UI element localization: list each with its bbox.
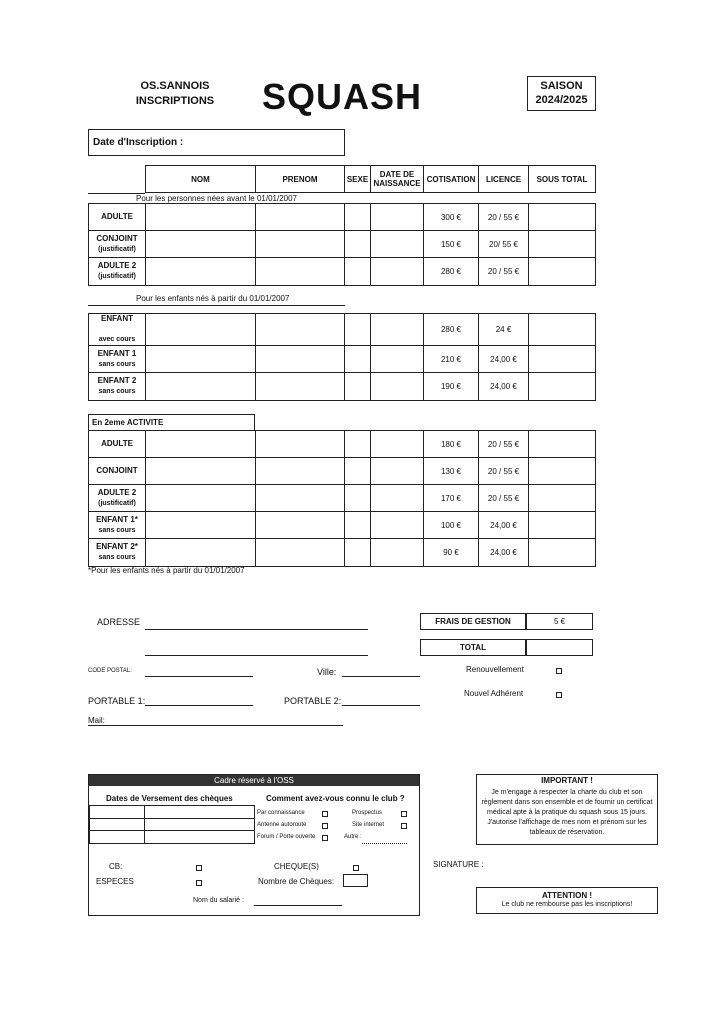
ville-field[interactable]: [342, 676, 420, 677]
frais-gestion-box: FRAIS DE GESTION: [420, 613, 526, 630]
col-nom: NOM: [146, 166, 256, 193]
date-naissance-cell[interactable]: [371, 314, 424, 346]
attention-text: Le club ne rembourse pas les inscriptions!: [501, 901, 633, 908]
cotisation-value: 100 €: [424, 512, 479, 539]
nom-cell[interactable]: [146, 458, 256, 485]
nom-cell[interactable]: [146, 485, 256, 512]
season-label: SAISON: [540, 80, 583, 92]
row-enfant1-label: ENFANT 1 sans cours: [89, 346, 146, 373]
source-prospectus-checkbox[interactable]: [401, 811, 407, 817]
signature-label: SIGNATURE :: [433, 860, 484, 869]
sous-total-cell[interactable]: [529, 314, 596, 346]
ville-label: Ville:: [317, 667, 337, 677]
licence-value: 20 / 55 €: [479, 458, 529, 485]
cheques-checkbox[interactable]: [353, 865, 359, 871]
nombre-cheques-field[interactable]: [343, 874, 368, 887]
nom-cell[interactable]: [146, 346, 256, 373]
adults-note: Pour les personnes nées avant le 01/01/2007: [136, 194, 298, 203]
divider: [254, 805, 255, 844]
prenom-cell[interactable]: [256, 258, 345, 286]
second-activity-header: En 2eme ACTIVITE: [88, 414, 255, 431]
adresse-line-1[interactable]: [145, 629, 368, 630]
nombre-cheques-label: Nombre de Chèques:: [258, 877, 335, 886]
sexe-cell[interactable]: [345, 431, 371, 458]
frais-gestion-value: 5 €: [526, 613, 593, 630]
sexe-cell[interactable]: [345, 346, 371, 373]
portable2-field[interactable]: [342, 705, 420, 706]
row-adulte2-label: ADULTE 2 (justificatif): [89, 258, 146, 286]
sous-total-cell[interactable]: [529, 458, 596, 485]
club-name: OS.SANNOIS: [140, 80, 210, 92]
source-antenne: Antenne autoroute: [257, 822, 307, 828]
second-activity-table: [88, 430, 596, 567]
prenom-cell[interactable]: [256, 458, 345, 485]
row-enfant2-label: ENFANT 2 sans cours: [89, 373, 146, 401]
cotisation-value: 170 €: [424, 485, 479, 512]
attention-title: ATTENTION !: [541, 891, 593, 900]
mail-label: Mail:: [88, 716, 105, 725]
sous-total-cell[interactable]: [529, 431, 596, 458]
comment-connu-label: Comment avez-vous connu le club ?: [266, 794, 405, 803]
prenom-cell[interactable]: [256, 231, 345, 258]
adults-table: [88, 203, 596, 286]
sexe-cell[interactable]: [345, 512, 371, 539]
cotisation-value: 130 €: [424, 458, 479, 485]
date-cell[interactable]: [145, 818, 255, 831]
col-prenom: PRENOM: [256, 166, 345, 193]
sexe-cell[interactable]: [345, 539, 371, 567]
page-title: SQUASH: [262, 76, 423, 117]
nom-cell[interactable]: [146, 539, 256, 567]
sous-total-cell[interactable]: [529, 346, 596, 373]
nom-cell[interactable]: [146, 512, 256, 539]
prenom-cell[interactable]: [256, 485, 345, 512]
date-naissance-cell[interactable]: [371, 539, 424, 567]
cotisation-value: 210 €: [424, 346, 479, 373]
sous-total-cell[interactable]: [529, 231, 596, 258]
source-prospectus: Prospectus: [352, 810, 383, 816]
season-value: 2024/2025: [535, 94, 588, 106]
date-inscription-label: Date d'Inscription :: [93, 137, 184, 148]
date-naissance-cell[interactable]: [371, 458, 424, 485]
portable2-label: PORTABLE 2:: [284, 696, 342, 706]
row-adulte2-label: ADULTE 2 (justificatif): [89, 485, 146, 512]
source-antenne-checkbox[interactable]: [322, 823, 328, 829]
row-conjoint-label: CONJOINT (justificatif): [89, 231, 146, 258]
sexe-cell[interactable]: [345, 458, 371, 485]
row-enfant-label: ENFANT avec cours: [89, 314, 146, 346]
licence-value: 20 / 55 €: [479, 485, 529, 512]
nom-salarie-field[interactable]: [254, 905, 342, 906]
important-title: IMPORTANT !: [541, 776, 593, 785]
nom-cell[interactable]: [146, 231, 256, 258]
sexe-cell[interactable]: [345, 314, 371, 346]
date-naissance-cell[interactable]: [371, 512, 424, 539]
prenom-cell[interactable]: [256, 539, 345, 567]
source-forum-checkbox[interactable]: [322, 835, 328, 841]
row-adulte-label: ADULTE: [89, 204, 146, 231]
prenom-cell[interactable]: [256, 512, 345, 539]
cotisation-value: 280 €: [424, 314, 479, 346]
adresse-label: ADRESSE: [97, 617, 141, 627]
cheques-label: CHEQUE(S): [274, 862, 319, 871]
sous-total-cell[interactable]: [529, 539, 596, 567]
dates-versement-label: Dates de Versement des chèques: [106, 794, 233, 803]
cb-label: CB:: [109, 862, 123, 871]
licence-value: 24 €: [479, 314, 529, 346]
sexe-cell[interactable]: [345, 373, 371, 401]
col-sous-total: SOUS TOTAL: [529, 166, 596, 193]
licence-value: 20/ 55 €: [479, 231, 529, 258]
nom-cell[interactable]: [146, 204, 256, 231]
date-cell[interactable]: [90, 806, 145, 819]
sous-total-cell[interactable]: [529, 373, 596, 401]
cotisation-value: 300 €: [424, 204, 479, 231]
date-naissance-cell[interactable]: [371, 346, 424, 373]
cotisation-value: 280 €: [424, 258, 479, 286]
nom-cell[interactable]: [146, 258, 256, 286]
children-table: [88, 313, 596, 401]
renouvellement-label: Renouvellement: [466, 665, 524, 674]
prenom-cell[interactable]: [256, 373, 345, 401]
cotisation-value: 190 €: [424, 373, 479, 401]
source-forum: Forum / Porte ouverte: [257, 834, 316, 840]
date-naissance-cell[interactable]: [371, 373, 424, 401]
sexe-cell[interactable]: [345, 485, 371, 512]
column-headers: [145, 165, 596, 193]
children-note-underline: [88, 305, 345, 306]
season-box: [527, 76, 596, 111]
portable1-field[interactable]: [145, 705, 253, 706]
prenom-cell[interactable]: [256, 431, 345, 458]
licence-value: 24,00 €: [479, 373, 529, 401]
sous-total-cell[interactable]: [529, 258, 596, 286]
important-text: Je m'engage à respecter la charte du club et son règlement dans son ensemble et de fournir un certificat médical apte à la pratique du squash sous 15 jours. J'autorise l'affichage de mes nom et prénom sur les tableaux de réservation.: [481, 789, 653, 836]
source-site-checkbox[interactable]: [401, 823, 407, 829]
cheques-dates-table: [89, 805, 255, 844]
date-inscription-field[interactable]: [88, 129, 345, 156]
portable1-label: PORTABLE 1:: [88, 696, 146, 706]
attention-box: [476, 887, 658, 914]
prenom-cell[interactable]: [256, 204, 345, 231]
date-naissance-cell[interactable]: [371, 204, 424, 231]
licence-value: 20 / 55 €: [479, 258, 529, 286]
date-naissance-cell[interactable]: [371, 258, 424, 286]
total-value-field[interactable]: [526, 639, 593, 656]
cotisation-value: 90 €: [424, 539, 479, 567]
cb-checkbox[interactable]: [196, 865, 202, 871]
date-naissance-cell[interactable]: [371, 485, 424, 512]
nouvel-adherent-checkbox[interactable]: [556, 692, 562, 698]
row-adulte-label: ADULTE: [89, 431, 146, 458]
date-naissance-cell[interactable]: [371, 431, 424, 458]
date-cell[interactable]: [90, 818, 145, 831]
nom-cell[interactable]: [146, 314, 256, 346]
source-site: Site internet: [352, 822, 385, 828]
renouvellement-checkbox[interactable]: [556, 668, 562, 674]
nom-cell[interactable]: [146, 431, 256, 458]
date-cell[interactable]: [145, 806, 255, 819]
sous-total-cell[interactable]: [529, 204, 596, 231]
row-enfant2-label: ENFANT 2* sans cours: [89, 539, 146, 567]
nom-cell[interactable]: [146, 373, 256, 401]
nom-salarie-label: Nom du salarié :: [193, 897, 244, 904]
sexe-cell[interactable]: [345, 258, 371, 286]
date-naissance-cell[interactable]: [371, 231, 424, 258]
code-postal-field[interactable]: [145, 676, 253, 677]
cotisation-value: 150 €: [424, 231, 479, 258]
sexe-cell[interactable]: [345, 204, 371, 231]
form-subtitle: INSCRIPTIONS: [135, 95, 215, 107]
col-licence: LICENCE: [479, 166, 529, 193]
date-cell[interactable]: [90, 831, 145, 844]
row-conjoint-label: CONJOINT: [89, 458, 146, 485]
source-connaissance: Par connaissance: [257, 810, 305, 816]
especes-label: ESPECES: [96, 877, 134, 886]
prenom-cell[interactable]: [256, 314, 345, 346]
second-activity-note: *Pour les enfants nés à partir du 01/01/2007: [88, 566, 245, 575]
licence-value: 20 / 55 €: [479, 431, 529, 458]
row-enfant1-label: ENFANT 1* sans cours: [89, 512, 146, 539]
prenom-cell[interactable]: [256, 346, 345, 373]
date-cell[interactable]: [145, 831, 255, 844]
sous-total-cell[interactable]: [529, 485, 596, 512]
nouvel-adherent-label: Nouvel Adhérent: [464, 689, 524, 698]
source-autre-field[interactable]: [362, 843, 407, 844]
code-postal-label: CODE POSTAL:: [88, 668, 132, 674]
children-note: Pour les enfants nés à partir du 01/01/2007: [136, 294, 290, 303]
licence-value: 24,00 €: [479, 346, 529, 373]
important-box: [476, 774, 658, 845]
source-autre: Autre :: [344, 834, 362, 840]
licence-value: 20 / 55 €: [479, 204, 529, 231]
col-date-naissance: DATE DE NAISSANCE: [371, 166, 424, 193]
licence-value: 24,00 €: [479, 539, 529, 567]
col-sexe: SEXE: [345, 166, 371, 193]
col-cotisation: COTISATION: [424, 166, 479, 193]
sous-total-cell[interactable]: [529, 512, 596, 539]
sexe-cell[interactable]: [345, 231, 371, 258]
total-box: TOTAL: [420, 639, 526, 656]
licence-value: 24,00 €: [479, 512, 529, 539]
adresse-line-2[interactable]: [145, 655, 368, 656]
especes-checkbox[interactable]: [196, 880, 202, 886]
reserved-title: Cadre réservé à l'OSS: [89, 775, 419, 786]
cotisation-value: 180 €: [424, 431, 479, 458]
mail-field[interactable]: [88, 725, 343, 726]
source-connaissance-checkbox[interactable]: [322, 811, 328, 817]
